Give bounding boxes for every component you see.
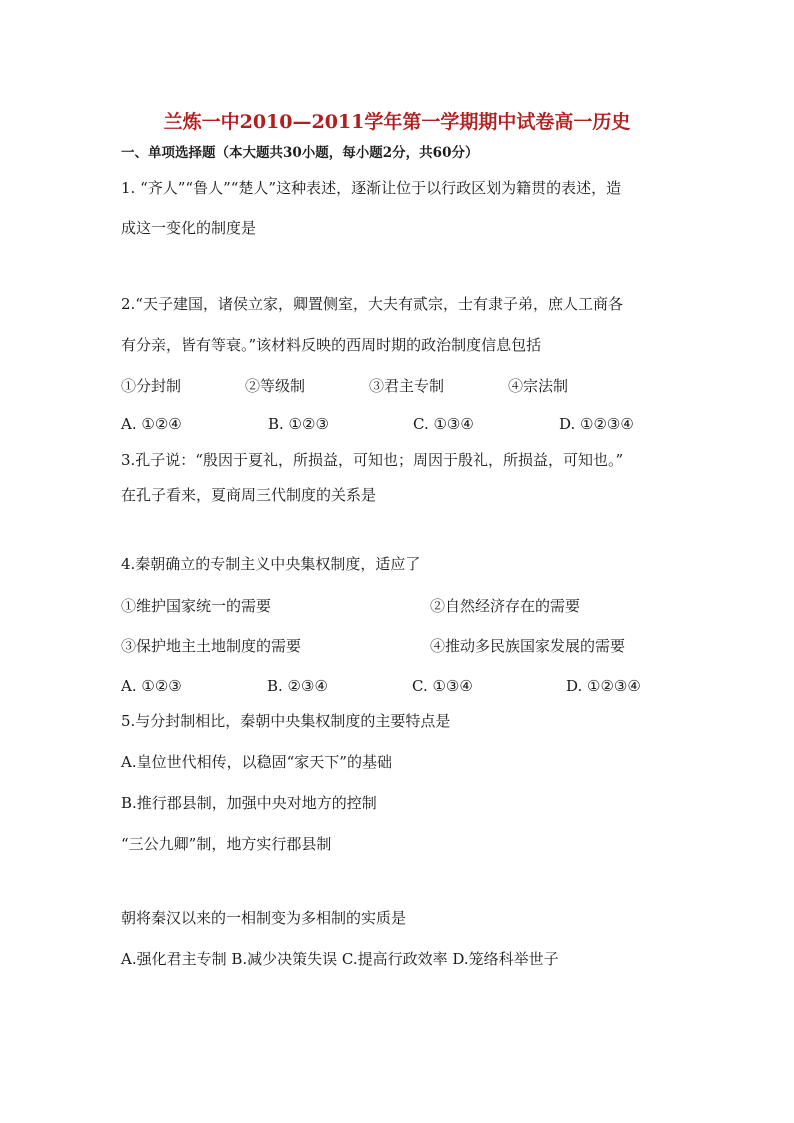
- question-4-item-3: ③保护地主土地制度的需要: [121, 637, 302, 655]
- question-4-choice-d: D. ①②③④: [566, 677, 641, 695]
- question-2-item-3: ③君主专制: [369, 377, 445, 395]
- question-5-line-1: 5.与分封制相比，秦朝中央集权制度的主要特点是: [121, 712, 451, 730]
- question-3-line-1: 3.孔子说：“殷因于夏礼，所损益，可知也；周因于殷礼，所损益，可知也。”: [121, 451, 624, 469]
- page-title: 兰炼一中2010—2011学年第一学期期中试卷高一历史: [163, 111, 631, 133]
- question-2-item-1: ①分封制: [121, 377, 182, 395]
- section-heading: 一、单项选择题（本大题共30小题，每小题2分，共60分）: [121, 145, 479, 161]
- question-6-line-1: 朝将秦汉以来的一相制变为多相制的实质是: [121, 909, 407, 927]
- question-2-choice-a: A. ①②④: [121, 415, 182, 433]
- question-4-choice-c: C. ①③④: [412, 677, 473, 695]
- question-5-option-c: “三公九卿”制，地方实行郡县制: [121, 835, 332, 853]
- question-2-choice-b: B. ①②③: [268, 415, 329, 433]
- question-1-line-2: 成这一变化的制度是: [121, 219, 257, 237]
- question-2-line-1: 2.“天子建国，诸侯立家，卿置侧室，大夫有贰宗，士有隶子弟，庶人工商各: [121, 295, 623, 313]
- question-5-option-a: A.皇位世代相传，以稳固“家天下”的基础: [121, 753, 392, 771]
- question-2-item-2: ②等级制: [245, 377, 306, 395]
- question-6-choices: A.强化君主专制 B.减少决策失误 C.提高行政效率 D.笼络科举世子: [121, 950, 559, 968]
- question-1-line-1: 1. “齐人”“鲁人”“楚人”这种表述，逐渐让位于以行政区划为籍贯的表述，造: [121, 179, 622, 197]
- question-4-choice-b: B. ②③④: [267, 677, 328, 695]
- question-4-item-1: ①维护国家统一的需要: [121, 597, 272, 615]
- question-2-choice-c: C. ①③④: [413, 415, 474, 433]
- question-4-item-2: ②自然经济存在的需要: [430, 597, 581, 615]
- question-2-choice-d: D. ①②③④: [559, 415, 634, 433]
- question-4-item-4: ④推动多民族国家发展的需要: [430, 637, 626, 655]
- question-5-option-b: B.推行郡县制，加强中央对地方的控制: [121, 794, 377, 812]
- question-3-line-2: 在孔子看来，夏商周三代制度的关系是: [121, 486, 377, 504]
- question-2-line-2: 有分亲，皆有等衰。”该材料反映的西周时期的政治制度信息包括: [121, 336, 542, 354]
- question-4-line-1: 4.秦朝确立的专制主义中央集权制度，适应了: [121, 555, 421, 573]
- question-4-choice-a: A. ①②③: [121, 677, 182, 695]
- question-2-item-4: ④宗法制: [508, 377, 569, 395]
